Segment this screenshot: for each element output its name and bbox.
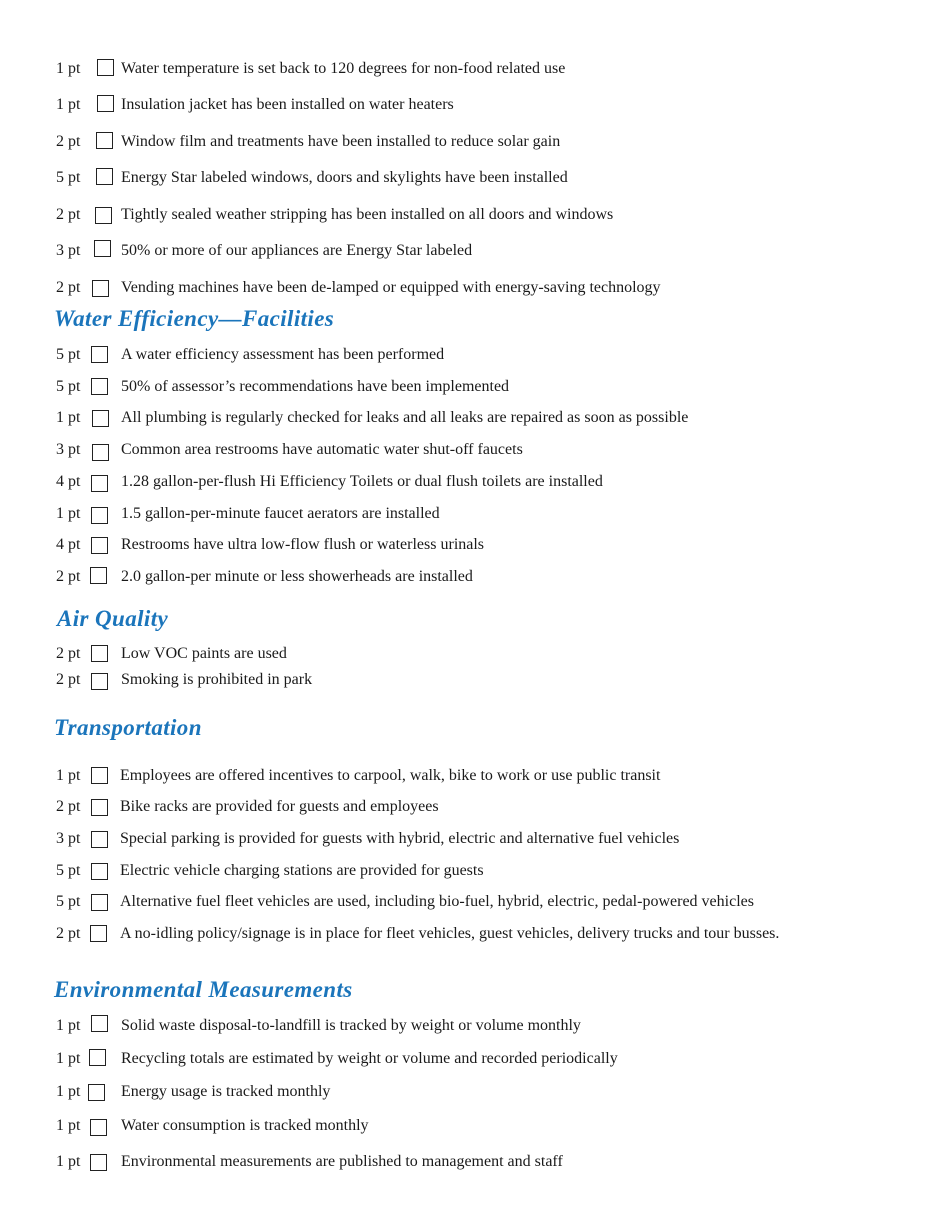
item-text: Electric vehicle charging stations are provided for guests xyxy=(120,862,484,879)
item-points: 1 pt xyxy=(56,767,81,784)
item-checkbox[interactable] xyxy=(95,207,112,224)
item-text: Insulation jacket has been installed on water heaters xyxy=(121,96,454,113)
section-heading-transportation: Transportation xyxy=(54,715,202,740)
item-checkbox[interactable] xyxy=(97,95,114,112)
checklist-item xyxy=(56,470,916,494)
section-heading-environmental-measurements: Environmental Measurements xyxy=(54,977,353,1002)
item-text: Low VOC paints are used xyxy=(121,645,287,662)
item-checkbox[interactable] xyxy=(91,767,108,784)
item-checkbox[interactable] xyxy=(94,240,111,257)
item-text: 2.0 gallon-per minute or less showerheads are installed xyxy=(121,568,473,585)
item-text: 50% or more of our appliances are Energy Star labeled xyxy=(121,242,473,259)
item-checkbox[interactable] xyxy=(90,1119,107,1136)
item-text: Water consumption is tracked monthly xyxy=(121,1117,369,1134)
checklist-item xyxy=(56,276,916,300)
item-points: 2 pt xyxy=(56,206,81,223)
item-checkbox[interactable] xyxy=(91,378,108,395)
item-points: 2 pt xyxy=(56,279,81,296)
item-points: 5 pt xyxy=(56,169,81,186)
item-points: 4 pt xyxy=(56,536,81,553)
item-checkbox[interactable] xyxy=(96,132,113,149)
checklist-item xyxy=(56,1080,916,1104)
item-points: 5 pt xyxy=(56,346,81,363)
item-checkbox[interactable] xyxy=(92,280,109,297)
item-checkbox[interactable] xyxy=(91,645,108,662)
item-text: Solid waste disposal-to-landfill is tracked by weight or volume monthly xyxy=(121,1017,581,1034)
item-points: 3 pt xyxy=(56,830,81,847)
item-points: 1 pt xyxy=(56,409,81,426)
item-checkbox[interactable] xyxy=(96,168,113,185)
checklist-item xyxy=(56,239,916,263)
checklist-item xyxy=(56,533,916,557)
item-text: Window film and treatments have been installed to reduce solar gain xyxy=(121,133,561,150)
checklist-item xyxy=(56,827,916,851)
checklist-item xyxy=(56,375,916,399)
item-text: Smoking is prohibited in park xyxy=(121,671,313,688)
item-checkbox[interactable] xyxy=(90,567,107,584)
checklist-item xyxy=(56,93,916,117)
item-text: A no-idling policy/signage is in place for fleet vehicles, guest vehicles, delivery trucks and tour busses. xyxy=(120,925,780,942)
item-points: 5 pt xyxy=(56,893,81,910)
item-points: 1 pt xyxy=(56,1117,81,1134)
checklist-item xyxy=(56,343,916,367)
item-checkbox[interactable] xyxy=(91,799,108,816)
item-checkbox[interactable] xyxy=(91,1015,108,1032)
checklist-item xyxy=(56,57,916,81)
item-points: 1 pt xyxy=(56,1017,81,1034)
item-text: 50% of assessor’s recommendations have been implemented xyxy=(121,378,510,395)
item-checkbox[interactable] xyxy=(91,346,108,363)
item-points: 4 pt xyxy=(56,473,81,490)
item-points: 1 pt xyxy=(56,96,81,113)
item-text: Alternative fuel fleet vehicles are used, including bio-fuel, hybrid, electric, pedal-powered vehicles xyxy=(120,893,754,910)
section-heading-water-efficiency: Water Efficiency—Facilities xyxy=(54,306,335,331)
item-text: 1.5 gallon-per-minute faucet aerators are installed xyxy=(121,505,440,522)
item-text: Environmental measurements are published to management and staff xyxy=(121,1153,563,1170)
item-points: 2 pt xyxy=(56,568,81,585)
item-checkbox[interactable] xyxy=(91,537,108,554)
checklist-item xyxy=(56,1150,916,1174)
item-text: Water temperature is set back to 120 degrees for non-food related use xyxy=(121,60,566,77)
item-checkbox[interactable] xyxy=(92,410,109,427)
item-text: 1.28 gallon-per-flush Hi Efficiency Toilets or dual flush toilets are installed xyxy=(121,473,603,490)
item-points: 2 pt xyxy=(56,925,81,942)
checklist-item xyxy=(56,502,916,526)
checklist-item xyxy=(56,166,916,190)
checklist-item xyxy=(56,130,916,154)
checklist-item xyxy=(56,795,916,819)
item-text: All plumbing is regularly checked for leaks and all leaks are repaired as soon as possible xyxy=(121,409,689,426)
item-checkbox[interactable] xyxy=(91,507,108,524)
item-text: Employees are offered incentives to carpool, walk, bike to work or use public transit xyxy=(120,767,661,784)
item-checkbox[interactable] xyxy=(90,1154,107,1171)
item-text: Special parking is provided for guests with hybrid, electric and alternative fuel vehicles xyxy=(120,830,680,847)
checklist-item xyxy=(56,922,916,946)
item-checkbox[interactable] xyxy=(91,831,108,848)
item-text: A water efficiency assessment has been performed xyxy=(121,346,445,363)
item-points: 1 pt xyxy=(56,505,81,522)
checklist-item xyxy=(56,668,916,692)
checklist-item xyxy=(56,890,916,914)
item-checkbox[interactable] xyxy=(91,894,108,911)
item-points: 2 pt xyxy=(56,798,81,815)
item-points: 3 pt xyxy=(56,242,81,259)
item-text: Energy usage is tracked monthly xyxy=(121,1083,331,1100)
item-text: Vending machines have been de-lamped or equipped with energy-saving technology xyxy=(121,279,661,296)
item-checkbox[interactable] xyxy=(90,925,107,942)
item-points: 5 pt xyxy=(56,862,81,879)
item-points: 1 pt xyxy=(56,60,81,77)
checklist-item xyxy=(56,1014,916,1038)
item-checkbox[interactable] xyxy=(91,673,108,690)
item-points: 5 pt xyxy=(56,378,81,395)
item-points: 2 pt xyxy=(56,671,81,688)
item-points: 1 pt xyxy=(56,1153,81,1170)
item-points: 2 pt xyxy=(56,133,81,150)
checklist-item xyxy=(56,203,916,227)
checklist-item xyxy=(56,565,916,589)
item-checkbox[interactable] xyxy=(88,1084,105,1101)
checklist-item xyxy=(56,764,916,788)
item-points: 1 pt xyxy=(56,1050,81,1067)
item-checkbox[interactable] xyxy=(92,444,109,461)
section-heading-air-quality: Air Quality xyxy=(57,606,169,631)
item-points: 3 pt xyxy=(56,441,81,458)
item-checkbox[interactable] xyxy=(89,1049,106,1066)
item-text: Energy Star labeled windows, doors and skylights have been installed xyxy=(121,169,568,186)
item-text: Bike racks are provided for guests and employees xyxy=(120,798,439,815)
checklist-item xyxy=(56,859,916,883)
checklist-item xyxy=(56,1047,916,1071)
checklist-item xyxy=(56,1114,916,1138)
item-text: Recycling totals are estimated by weight or volume and recorded periodically xyxy=(121,1050,618,1067)
item-checkbox[interactable] xyxy=(97,59,114,76)
checklist-item xyxy=(56,438,916,462)
item-checkbox[interactable] xyxy=(91,863,108,880)
item-text: Restrooms have ultra low-flow flush or waterless urinals xyxy=(121,536,485,553)
checklist-item xyxy=(56,642,916,666)
item-text: Tightly sealed weather stripping has been installed on all doors and windows xyxy=(121,206,614,223)
item-points: 1 pt xyxy=(56,1083,81,1100)
item-text: Common area restrooms have automatic water shut-off faucets xyxy=(121,441,523,458)
item-points: 2 pt xyxy=(56,645,81,662)
checklist-item xyxy=(56,406,916,430)
item-checkbox[interactable] xyxy=(91,475,108,492)
